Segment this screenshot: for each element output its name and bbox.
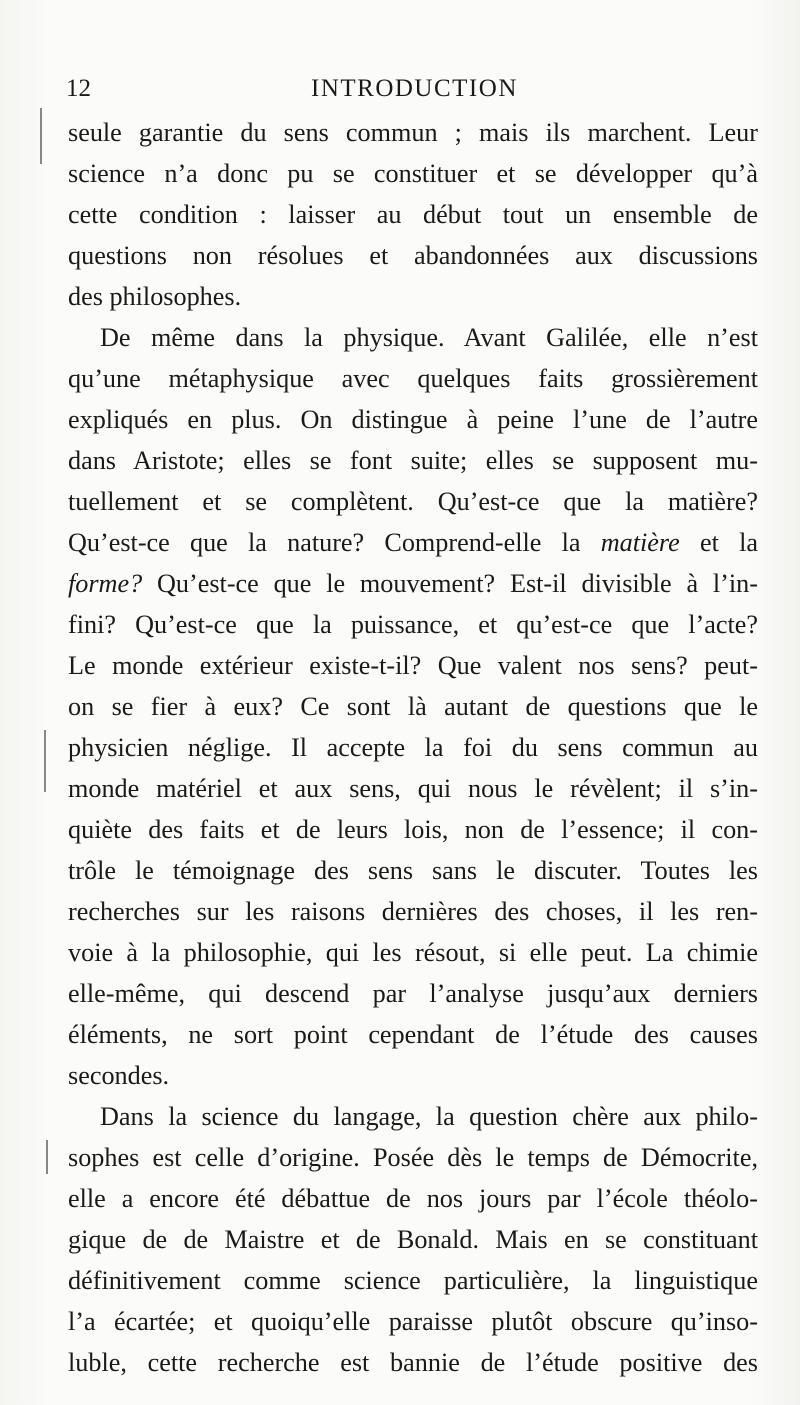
text-line: voie à la philosophie, qui les résout, si elle peut. La chimie [68,938,758,967]
text-line: qu’une métaphysique avec quelques faits grossièrement [68,364,758,393]
margin-mark [46,1140,48,1174]
page-header [66,74,760,110]
text-run: et la [679,528,758,557]
margin-mark [44,730,46,792]
text-line: recherches sur les raisons dernières des choses, il les ren- [68,897,758,926]
text-line: on se fier à eux? Ce sont là autant de questions que le [68,692,758,721]
text-line: questions non résolues et abandonnées aux discussions [68,241,758,270]
text-line [68,522,758,563]
text-line: éléments, ne sort point cependant de l’étude des causes [68,1020,758,1049]
text-line: physicien néglige. Il accepte la foi du sens commun au [68,733,758,762]
text-line: sophes est celle d’origine. Posée dès le temps de Démocrite, [68,1143,758,1172]
running-head: INTRODUCTION [311,75,518,102]
text-line: De même dans la physique. Avant Galilée, elle n’est [100,323,758,352]
text-line: science n’a donc pu se constituer et se développer qu’à [68,159,758,188]
text-run: Qu’est-ce que la nature? Comprend-elle la [68,528,601,557]
text-line: Dans la science du langage, la question chère aux philo- [100,1102,758,1131]
body-text [68,112,758,1383]
text-line: tuellement et se complètent. Qu’est-ce que la matière? [68,487,758,516]
text-run: Qu’est-ce que le mouvement? Est-il divisible à l’in- [142,569,758,598]
italic-term: matière [600,528,680,557]
margin-mark [40,108,42,164]
italic-term: forme? [68,569,143,598]
text-line: quiète des faits et de leurs lois, non de l’essence; il con- [68,815,758,844]
text-line: des philosophes. [68,282,242,311]
page-number: 12 [66,75,91,102]
text-line: luble, cette recherche est bannie de l’étude positive des [68,1348,758,1377]
text-line: dans Aristote; elles se font suite; elles se supposent mu- [68,446,758,475]
text-line: l’a écartée; et quoiqu’elle paraisse plutôt obscure qu’inso- [68,1307,758,1336]
text-line: elle-même, qui descend par l’analyse jusqu’aux derniers [68,979,758,1008]
text-line [68,563,758,604]
text-line: secondes. [68,1061,170,1090]
paragraph [68,1096,758,1383]
text-line: monde matériel et aux sens, qui nous le révèlent; il s’in- [68,774,758,803]
paragraph [68,317,758,1096]
text-line: trôle le témoignage des sens sans le discuter. Toutes les [68,856,758,885]
text-line: Le monde extérieur existe-t-il? Que valent nos sens? peut- [68,651,758,680]
text-line: seule garantie du sens commun ; mais ils marchent. Leur [68,118,758,147]
text-line: fini? Qu’est-ce que la puissance, et qu’est-ce que l’acte? [68,610,758,639]
text-line: définitivement comme science particulière, la linguistique [68,1266,758,1295]
text-line: elle a encore été débattue de nos jours par l’école théolo- [68,1184,758,1213]
text-line: cette condition : laisser au début tout un ensemble de [68,200,758,229]
text-line: expliqués en plus. On distingue à peine l’une de l’autre [68,405,758,434]
paragraph [68,112,758,317]
text-line: gique de de Maistre et de Bonald. Mais en se constituant [68,1225,758,1254]
